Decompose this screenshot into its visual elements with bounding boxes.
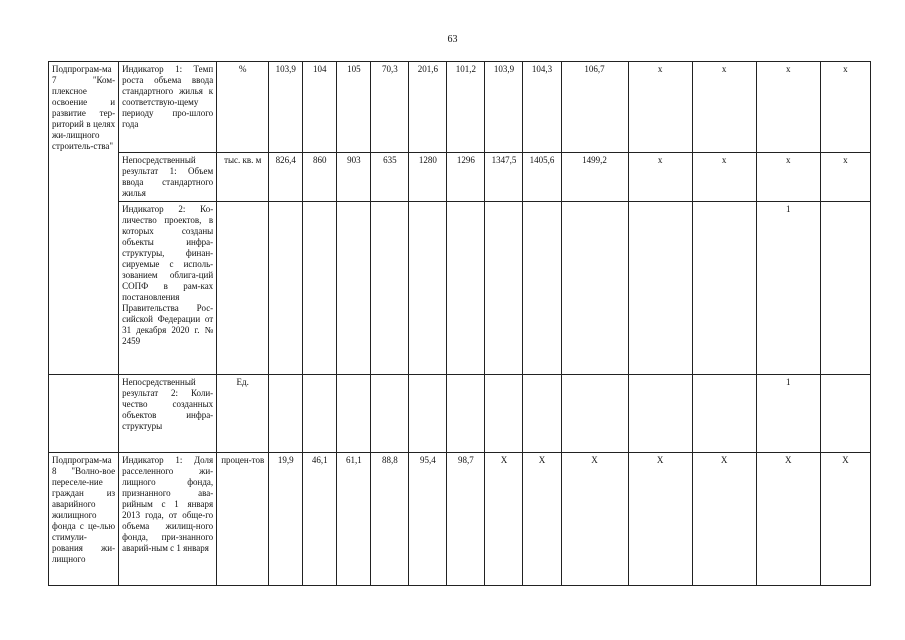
value-cell: 1347,5: [485, 153, 523, 202]
unit-cell: тыс. кв. м: [217, 153, 269, 202]
value-cell: x: [692, 153, 756, 202]
value-cell: [692, 202, 756, 375]
value-cell: 104,3: [523, 62, 561, 153]
value-cell: X: [628, 453, 692, 586]
indicators-table: [48, 61, 871, 586]
value-cell: x: [692, 62, 756, 153]
indicator-cell: Индикатор 1: Темп роста объема ввода стандартного жилья к соответствую-щему периоду про-шлого года: [119, 62, 217, 153]
unit-cell: [217, 202, 269, 375]
value-cell: [692, 375, 756, 453]
value-cell: [303, 375, 337, 453]
value-cell: 1: [756, 375, 820, 453]
value-cell: 104: [303, 62, 337, 153]
unit-cell: Ед.: [217, 375, 269, 453]
value-cell: 103,9: [485, 62, 523, 153]
unit-cell: %: [217, 62, 269, 153]
value-cell: [447, 202, 485, 375]
value-cell: 19,9: [269, 453, 303, 586]
value-cell: X: [485, 453, 523, 586]
value-cell: x: [628, 153, 692, 202]
value-cell: 101,2: [447, 62, 485, 153]
value-cell: 1280: [409, 153, 447, 202]
value-cell: [485, 375, 523, 453]
value-cell: [523, 375, 561, 453]
value-cell: [561, 202, 628, 375]
indicator-cell: Непосредственный результат 2: Коли-чество созданных объектов инфра-структуры: [119, 375, 217, 453]
value-cell: x: [756, 62, 820, 153]
value-cell: 860: [303, 153, 337, 202]
table-row: [49, 62, 871, 153]
value-cell: [447, 375, 485, 453]
value-cell: 88,8: [371, 453, 409, 586]
value-cell: [371, 202, 409, 375]
value-cell: X: [820, 453, 870, 586]
value-cell: x: [820, 62, 870, 153]
value-cell: [409, 202, 447, 375]
value-cell: 105: [337, 62, 371, 153]
indicator-cell: Непосредственный результат 1: Объем ввода стандартного жилья: [119, 153, 217, 202]
table-row: [49, 202, 871, 375]
value-cell: [628, 375, 692, 453]
value-cell: 46,1: [303, 453, 337, 586]
value-cell: 70,3: [371, 62, 409, 153]
value-cell: X: [756, 453, 820, 586]
program-cell: Подпрограм-ма 8 "Волно-вое переселе-ние граждан из аварийного жилищного фонда с це-лью стимули-рования жи-лищного: [49, 453, 119, 586]
value-cell: [561, 375, 628, 453]
value-cell: [269, 375, 303, 453]
table-row: [49, 453, 871, 586]
value-cell: 103,9: [269, 62, 303, 153]
value-cell: 1: [756, 202, 820, 375]
value-cell: x: [820, 153, 870, 202]
value-cell: 1296: [447, 153, 485, 202]
value-cell: 201,6: [409, 62, 447, 153]
value-cell: 98,7: [447, 453, 485, 586]
value-cell: x: [756, 153, 820, 202]
value-cell: [337, 375, 371, 453]
value-cell: 95,4: [409, 453, 447, 586]
value-cell: [303, 202, 337, 375]
program-cell: Подпрограм-ма 7 "Ком-плексное освоение и развитие тер-риторий в целях жи-лищного строитель-ства": [49, 62, 119, 375]
unit-cell: процен-тов: [217, 453, 269, 586]
indicator-cell: Индикатор 1: Доля расселенного жи-лищного фонда, признанного ава-рийным с 1 января 2013 года, от обще-го объема жилищ-ного фонда, при-знанного аварий-ным с 1 января: [119, 453, 217, 586]
value-cell: x: [628, 62, 692, 153]
indicator-cell: Индикатор 2: Ко-личество проектов, в которых созданы объекты инфра-структуры, финан-сируемые с исполь-зованием облига-ций СОПФ в рам-ках постановления Правительства Рос-сийской Федерации от 31 декабря 2020 г. № 2459: [119, 202, 217, 375]
value-cell: 1499,2: [561, 153, 628, 202]
value-cell: [523, 202, 561, 375]
value-cell: 61,1: [337, 453, 371, 586]
value-cell: [269, 202, 303, 375]
value-cell: 635: [371, 153, 409, 202]
value-cell: X: [561, 453, 628, 586]
value-cell: [628, 202, 692, 375]
value-cell: [337, 202, 371, 375]
value-cell: 826,4: [269, 153, 303, 202]
value-cell: [371, 375, 409, 453]
value-cell: X: [523, 453, 561, 586]
table-row: [49, 153, 871, 202]
value-cell: X: [692, 453, 756, 586]
value-cell: 903: [337, 153, 371, 202]
program-cell: [49, 375, 119, 453]
table-row: [49, 375, 871, 453]
value-cell: [820, 202, 870, 375]
value-cell: [485, 202, 523, 375]
value-cell: [820, 375, 870, 453]
value-cell: 1405,6: [523, 153, 561, 202]
value-cell: [409, 375, 447, 453]
value-cell: 106,7: [561, 62, 628, 153]
page-number: 63: [447, 34, 458, 45]
